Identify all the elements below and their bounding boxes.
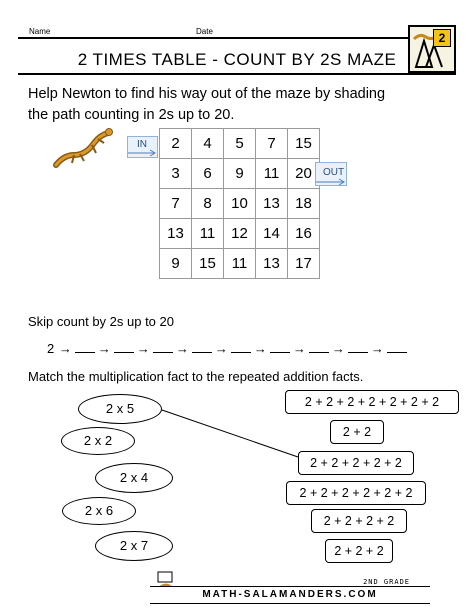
fact-oval[interactable]: 2 x 6 (62, 497, 136, 525)
addition-box[interactable]: 2 + 2 + 2 + 2 (311, 509, 407, 533)
maze-out-label: OUT (323, 167, 345, 178)
arrow-right-icon: → (253, 341, 267, 356)
instructions-text: Help Newton to find his way out of the maze by shading the path counting in 2s up to 20. (28, 86, 386, 123)
maze-cell[interactable]: 11 (224, 249, 256, 279)
footer-logo (150, 578, 430, 604)
footer-site: MATH-SALAMANDERS.COM (150, 586, 430, 604)
date-label: Date (196, 27, 213, 36)
name-label: Name (29, 27, 51, 36)
match-title: Match the multiplication fact to the repeated addition facts. (28, 369, 364, 384)
maze-cell[interactable]: 18 (288, 189, 320, 219)
arrow-right-icon: → (370, 341, 384, 356)
maze-cell[interactable]: 16 (288, 219, 320, 249)
arrow-right-icon: → (331, 341, 345, 356)
maze-cell[interactable]: 7 (256, 129, 288, 159)
addition-box[interactable]: 2 + 2 + 2 + 2 + 2 + 2 + 2 (285, 390, 459, 414)
logo-grade-number: 2 (433, 29, 451, 47)
skip-count-start: 2 (47, 341, 55, 356)
maze-cell[interactable]: 9 (160, 249, 192, 279)
arrow-right-icon: → (97, 341, 111, 356)
maze-cell[interactable]: 13 (160, 219, 192, 249)
skip-count-title: Skip count by 2s up to 20 (28, 314, 174, 329)
arrow-right-icon: → (136, 341, 150, 356)
page-title: 2 TIMES TABLE - COUNT BY 2S MAZE (77, 50, 397, 69)
maze-cell[interactable]: 15 (288, 129, 320, 159)
fact-oval[interactable]: 2 x 4 (95, 463, 173, 493)
maze-in-label: IN (137, 139, 147, 150)
maze-cell[interactable]: 6 (192, 159, 224, 189)
maze-cell[interactable]: 2 (160, 129, 192, 159)
maze-cell[interactable]: 7 (160, 189, 192, 219)
addition-box[interactable]: 2 + 2 + 2 (325, 539, 393, 563)
maze-cell[interactable]: 12 (224, 219, 256, 249)
maze-cell[interactable]: 17 (288, 249, 320, 279)
maze-cell[interactable]: 11 (192, 219, 224, 249)
fact-oval[interactable]: 2 x 2 (61, 427, 135, 455)
arrow-right-icon: → (175, 341, 189, 356)
maze-cell[interactable]: 5 (224, 129, 256, 159)
addition-box[interactable]: 2 + 2 (330, 420, 384, 444)
addition-box[interactable]: 2 + 2 + 2 + 2 + 2 (298, 451, 414, 475)
addition-box[interactable]: 2 + 2 + 2 + 2 + 2 + 2 (286, 481, 426, 505)
fact-oval[interactable]: 2 x 5 (78, 394, 162, 424)
maze-cell[interactable]: 13 (256, 189, 288, 219)
arrow-right-icon: → (58, 341, 72, 356)
fact-oval[interactable]: 2 x 7 (95, 531, 173, 561)
maze-cell[interactable]: 3 (160, 159, 192, 189)
maze-cell[interactable]: 9 (224, 159, 256, 189)
maze-cell[interactable]: 11 (256, 159, 288, 189)
maze-cell[interactable]: 4 (192, 129, 224, 159)
footer-grade: 2ND GRADE (363, 578, 410, 586)
arrow-right-icon: → (214, 341, 228, 356)
maze-cell[interactable]: 15 (192, 249, 224, 279)
maze-cell[interactable]: 20 (288, 159, 320, 189)
maze-cell[interactable]: 14 (256, 219, 288, 249)
maze-cell[interactable]: 13 (256, 249, 288, 279)
maze-cell[interactable]: 10 (224, 189, 256, 219)
maze-cell[interactable]: 8 (192, 189, 224, 219)
arrow-right-icon: → (292, 341, 306, 356)
